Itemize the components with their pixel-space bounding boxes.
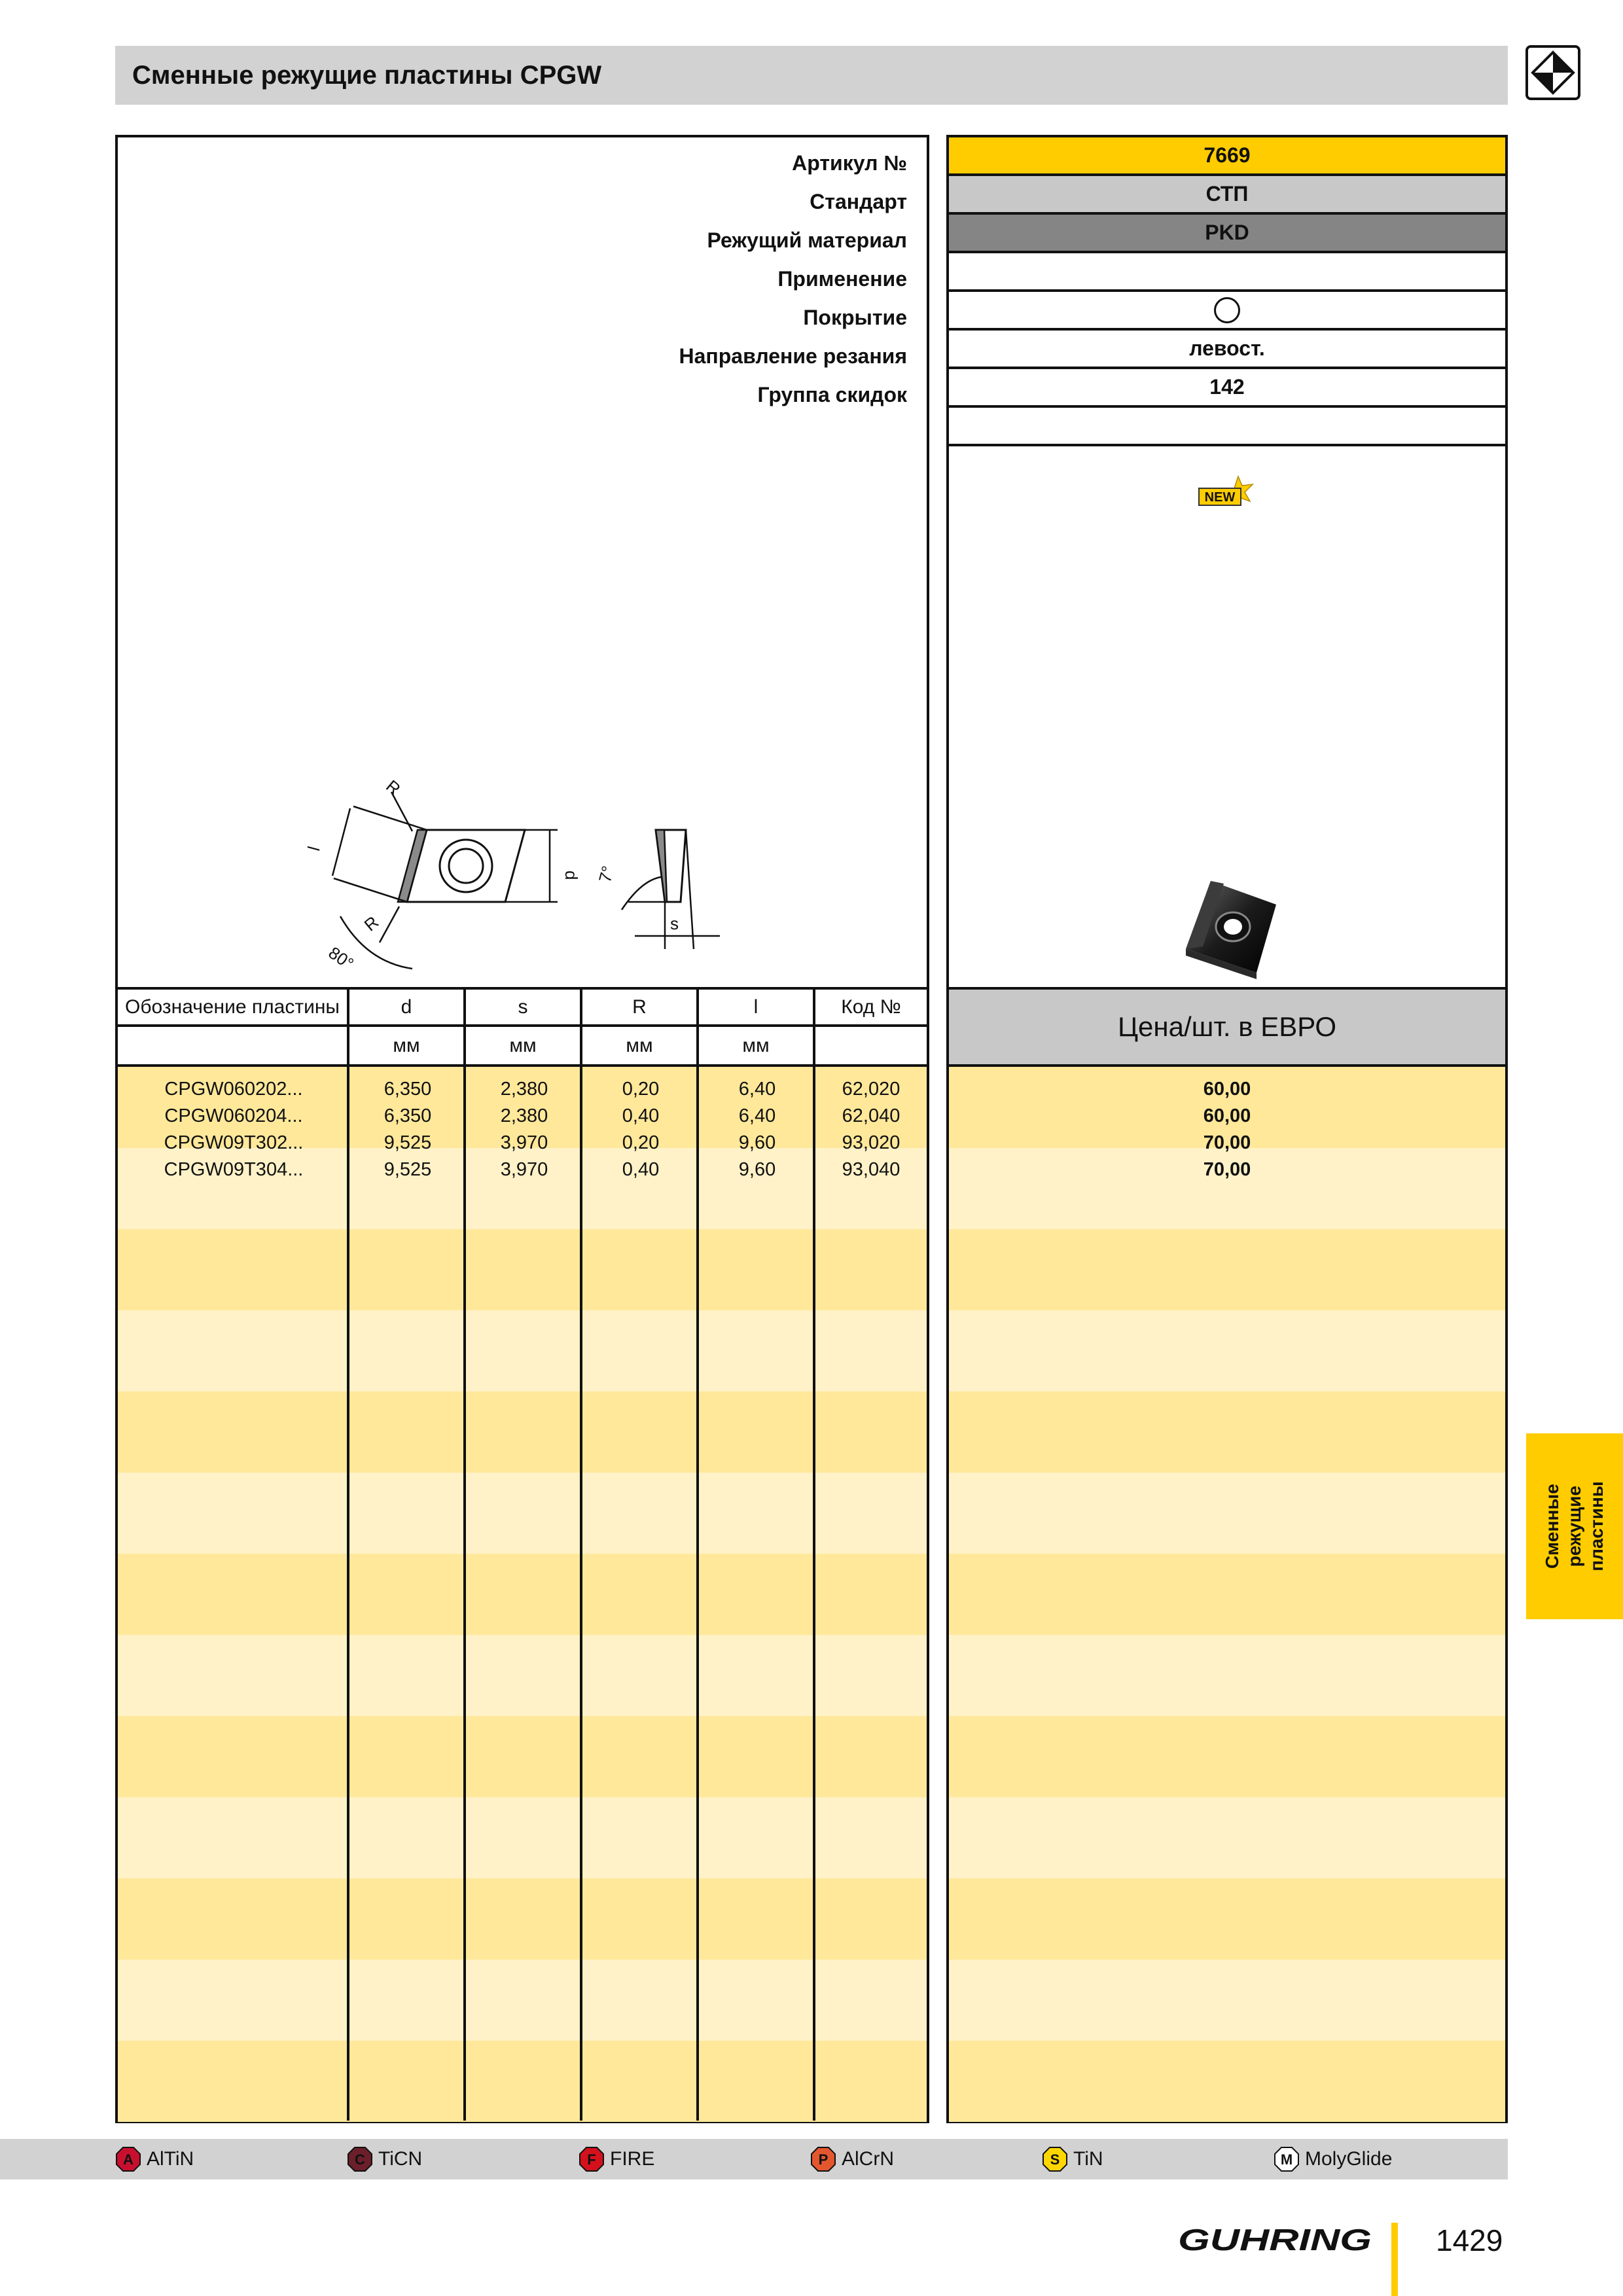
legend-label: TiN bbox=[1073, 2148, 1103, 2170]
drawing-label-r-bottom: R bbox=[360, 912, 383, 935]
cell-designation: CPGW060202... bbox=[164, 1079, 303, 1100]
unit-l: мм bbox=[699, 1027, 815, 1067]
cell-r: 0,40 bbox=[622, 1105, 660, 1126]
new-badge-text: NEW bbox=[1204, 490, 1236, 505]
label-coating: Покрытие bbox=[803, 306, 907, 329]
insert-technical-drawing bbox=[304, 772, 851, 982]
label-material: Режущий материал bbox=[707, 228, 907, 252]
header-designation: Обозначение пластины bbox=[118, 990, 349, 1027]
page-title-bar bbox=[115, 46, 1508, 105]
legend-letter: M bbox=[1280, 2151, 1293, 2168]
cell-l: 9,60 bbox=[738, 1132, 776, 1153]
unit-designation bbox=[118, 1027, 349, 1067]
legend-letter: P bbox=[818, 2151, 829, 2168]
cell-l: 6,40 bbox=[738, 1105, 776, 1126]
legend-letter: C bbox=[355, 2151, 365, 2168]
cell-r: 0,40 bbox=[622, 1159, 660, 1180]
value-application bbox=[949, 253, 1505, 292]
cell-r: 0,20 bbox=[622, 1132, 660, 1153]
value-material: PKD bbox=[949, 215, 1505, 253]
legend-label: TiCN bbox=[378, 2148, 423, 2170]
label-article: Артикул № bbox=[792, 151, 907, 175]
value-cutting-direction: левост. bbox=[949, 331, 1505, 369]
uncoated-circle-icon bbox=[1214, 297, 1240, 323]
unit-d: мм bbox=[349, 1027, 466, 1067]
cell-code: 62,020 bbox=[842, 1079, 901, 1100]
legend-alcrn bbox=[810, 2139, 894, 2179]
drawing-label-r-top: R bbox=[382, 776, 404, 799]
product-table bbox=[115, 987, 929, 2123]
label-application: Применение bbox=[777, 267, 907, 291]
side-tab-line3: пластины bbox=[1586, 1481, 1607, 1571]
price-cell: 70,00 bbox=[1203, 1132, 1251, 1153]
unit-code bbox=[815, 1027, 927, 1067]
drawing-label-d: d bbox=[562, 870, 581, 880]
legend-tin bbox=[1042, 2139, 1103, 2179]
coating-legend bbox=[0, 2139, 1508, 2179]
price-cell: 70,00 bbox=[1203, 1159, 1251, 1180]
tin-coating-icon bbox=[1042, 2146, 1068, 2172]
guhring-logo bbox=[1178, 2223, 1374, 2255]
unit-s: мм bbox=[466, 1027, 582, 1067]
cell-s: 2,380 bbox=[500, 1079, 548, 1100]
value-empty-row bbox=[949, 408, 1505, 446]
cell-s: 2,380 bbox=[500, 1105, 548, 1126]
cell-designation: CPGW09T302... bbox=[164, 1132, 304, 1153]
price-cell: 60,00 bbox=[1203, 1105, 1251, 1126]
cell-s: 3,970 bbox=[500, 1159, 548, 1180]
cell-l: 6,40 bbox=[738, 1079, 776, 1100]
cell-d: 9,525 bbox=[383, 1132, 432, 1153]
cell-d: 6,350 bbox=[383, 1079, 432, 1100]
footer-divider bbox=[1391, 2223, 1398, 2296]
side-tab-line1: Сменные bbox=[1542, 1484, 1562, 1569]
cell-code: 93,020 bbox=[842, 1132, 901, 1153]
turning-insert-icon bbox=[1525, 45, 1581, 101]
cell-designation: CPGW09T304... bbox=[164, 1159, 304, 1180]
drawing-label-s: s bbox=[670, 914, 679, 933]
drawing-label-angle: 80° bbox=[325, 942, 357, 974]
properties-label-panel bbox=[115, 135, 929, 990]
cell-d: 9,525 bbox=[383, 1159, 432, 1180]
cell-designation: CPGW060204... bbox=[164, 1105, 303, 1126]
legend-molyglide bbox=[1274, 2139, 1392, 2179]
cell-l: 9,60 bbox=[738, 1159, 776, 1180]
page-number: 1429 bbox=[1436, 2223, 1503, 2257]
unit-r: мм bbox=[582, 1027, 699, 1067]
page-title: Сменные режущие пластины CPGW bbox=[132, 60, 602, 90]
legend-altin bbox=[115, 2139, 194, 2179]
cell-code: 93,040 bbox=[842, 1159, 901, 1180]
legend-ticn bbox=[347, 2139, 422, 2179]
ticn-coating-icon bbox=[347, 2146, 373, 2172]
legend-fire bbox=[579, 2139, 654, 2179]
header-d: d bbox=[349, 990, 466, 1027]
legend-label: MolyGlide bbox=[1305, 2148, 1393, 2170]
value-discount-group: 142 bbox=[949, 369, 1505, 408]
legend-label: FIRE bbox=[610, 2148, 655, 2170]
cell-code: 62,040 bbox=[842, 1105, 901, 1126]
alcrn-coating-icon bbox=[810, 2146, 836, 2172]
insert-photo bbox=[1171, 868, 1289, 986]
properties-value-panel bbox=[946, 135, 1508, 990]
label-cutting-direction: Направление резания bbox=[679, 344, 907, 368]
brand-name: GUHRING bbox=[1178, 2223, 1372, 2257]
header-code: Код № bbox=[815, 990, 927, 1027]
cell-s: 3,970 bbox=[500, 1132, 548, 1153]
price-table bbox=[946, 987, 1508, 2123]
header-l: l bbox=[699, 990, 815, 1027]
cell-r: 0,20 bbox=[622, 1079, 660, 1100]
table-row bbox=[118, 1103, 927, 1130]
price-cell: 60,00 bbox=[1203, 1079, 1251, 1100]
drawing-label-l: l bbox=[304, 844, 324, 853]
legend-letter: S bbox=[1050, 2151, 1060, 2168]
table-row bbox=[118, 1130, 927, 1157]
legend-letter: F bbox=[587, 2151, 596, 2168]
legend-label: AlTiN bbox=[147, 2148, 194, 2170]
altin-coating-icon bbox=[115, 2146, 141, 2172]
table-row bbox=[118, 1076, 927, 1103]
table-row bbox=[118, 1157, 927, 1183]
label-standard: Стандарт bbox=[810, 190, 907, 213]
cell-d: 6,350 bbox=[383, 1105, 432, 1126]
section-side-tab[interactable] bbox=[1526, 1433, 1623, 1619]
legend-letter: A bbox=[123, 2151, 134, 2168]
drawing-label-clearance-angle: 7° bbox=[594, 863, 618, 885]
header-r: R bbox=[582, 990, 699, 1027]
header-s: s bbox=[466, 990, 582, 1027]
side-tab-line2: режущие bbox=[1564, 1485, 1584, 1568]
value-standard: СТП bbox=[949, 176, 1505, 215]
new-badge-icon bbox=[1198, 475, 1257, 512]
price-header: Цена/шт. в ЕВРО bbox=[949, 987, 1505, 1067]
value-article: 7669 bbox=[949, 137, 1505, 176]
fire-coating-icon bbox=[579, 2146, 605, 2172]
label-discount-group: Группа скидок bbox=[757, 383, 907, 406]
molyglide-coating-icon bbox=[1274, 2146, 1300, 2172]
legend-label: AlCrN bbox=[842, 2148, 894, 2170]
value-coating bbox=[949, 292, 1505, 331]
